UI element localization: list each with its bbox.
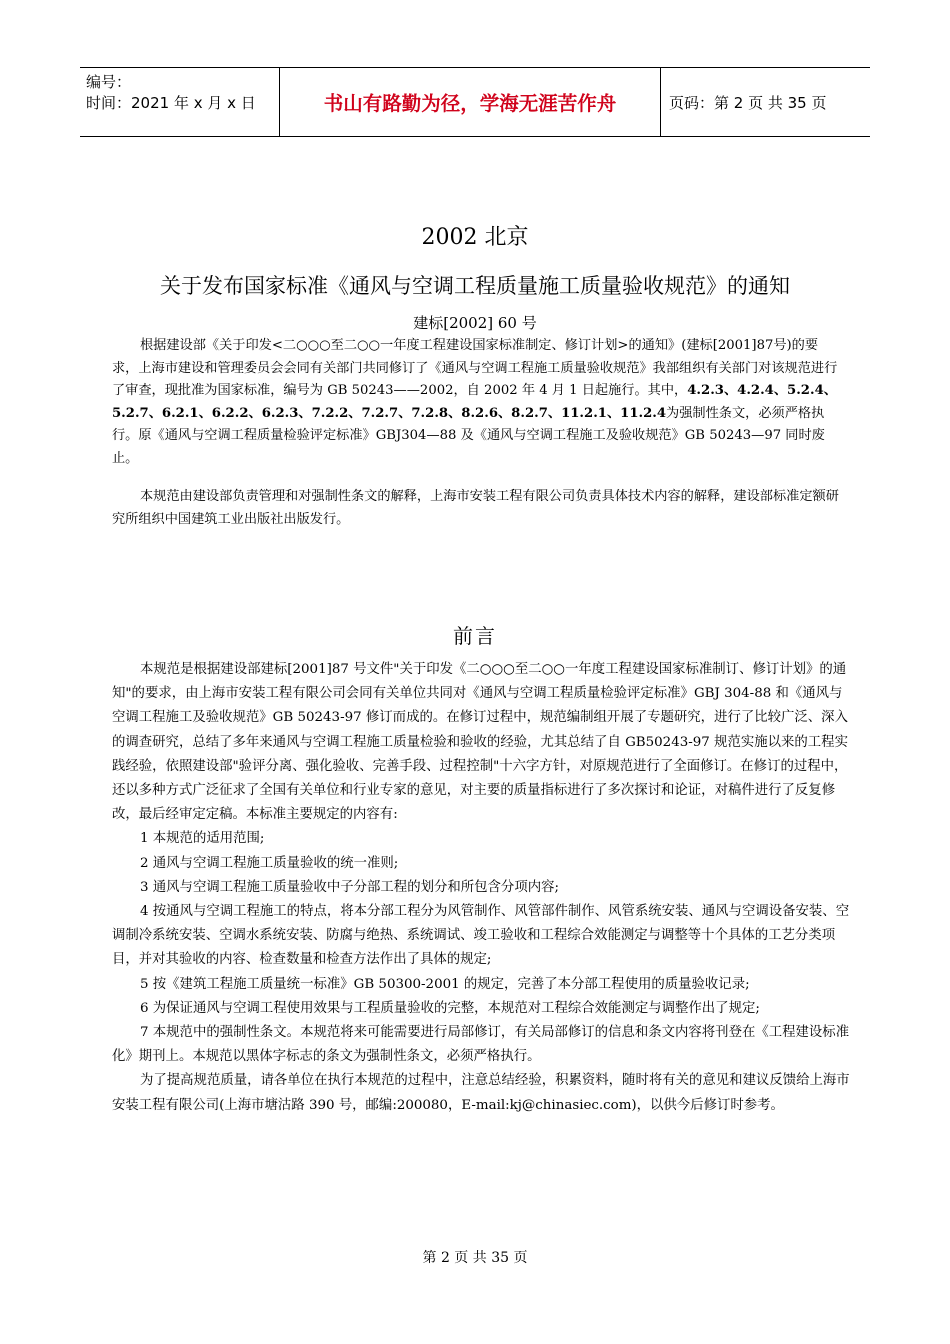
notice-p1-mandatory-clauses: 4.2.3、4.2.4、5.2.4、5.2.7、6.2.1、6.2.2、6.2.3、7.2.2、7.2.7、7.2.8、8.2.6、8.2.7、11.2.1、11.2.4: [112, 383, 837, 421]
header-motto: 书山有路勤为径，学海无涯苦作舟: [280, 68, 661, 136]
header-time-label: 时间：2021 年 x 月 x 日: [86, 94, 256, 112]
preface-body: [112, 658, 850, 1118]
preface-closing-paragraph: 为了提高规范质量，请各单位在执行本规范的过程中，注意总结经验，积累资料，随时将有关的意见和建议反馈给上海市安装工程有限公司(上海市塘沽路 390 号，邮编:200080，E-mail:kj@chinasiec.com)，以供今后修订时参考。: [112, 1073, 850, 1113]
preface-item-4: 4 按通风与空调工程施工的特点，将本分部工程分为风管制作、风管部件制作、风管系统安装、通风与空调设备安装、空调制冷系统安装、空调水系统安装、防腐与绝热、系统调试、竣工验收和工程综合效能测定与调整等十个具体的工艺分类项目，并对其验收的内容、检查数量和检查方法作出了具体的规定;: [112, 904, 850, 968]
notice-p1-text-a: 根据建设部《关于印发<二○○○至二○○一年度工程建设国家标准制定、修订计划>的通知》(建标[2001]87号)的要求，上海市建设和管理委员会会同有关部门共同修订了《通风与空调工程施工质量验收规范》我部组织有关部门对该规范进行了审查，现批准为国家标准，编号为 GB 50243——2002，自 2002 年 4 月 1 日起施行。其中，: [112, 338, 838, 398]
title-year-place: 2002 北京: [421, 225, 529, 250]
preface-item-7: 7 本规范中的强制性条文。本规范将来可能需要进行局部修订，有关局部修订的信息和条文内容将刊登在《工程建设标准化》期刊上。本规范以黑体字标志的条文为强制性条文，必须严格执行。: [112, 1025, 850, 1065]
preface-title: 前言: [453, 624, 497, 648]
notice-paragraph-1: [112, 335, 839, 470]
preface-item-5: 5 按《建筑工程施工质量统一标准》GB 50300-2001 的规定，完善了本分部工程使用的质量验收记录;: [140, 976, 750, 992]
preface-item-1: 1 本规范的适用范围;: [140, 831, 265, 847]
header-number-label: 编号：: [86, 73, 132, 91]
preface-item-3: 3 通风与空调工程施工质量验收中子分部工程的划分和所包含分项内容;: [140, 879, 560, 895]
page-footer: 第 2 页 共 35 页: [422, 1250, 528, 1266]
notice-p1-text-b: 为强制性条文，必须严格执行。原《通风与空调工程质量检验评定标准》GBJ304—88 及《通风与空调工程施工及验收规范》GB 50243—97 同时废止。: [112, 405, 825, 466]
header-meta: [80, 68, 280, 136]
document-number: 建标[2002] 60 号: [413, 314, 537, 332]
preface-paragraph: 本规范是根据建设部建标[2001]87 号文件"关于印发《二○○○至二○○一年度工程建设国家标准制订、修订计划》的通知"的要求，由上海市安装工程有限公司会同有关单位共同对《通风与空调工程质量检验评定标准》GBJ 304-88 和《通风与空调工程施工及验收规范》GB 50243-97 修订而成的。在修订过程中，规范编制组开展了专题研究，进行了比较广泛、深入的调查研究，总结了多年来通风与空调工程施工质量检验和验收的经验，尤其总结了自 GB50243-97 规范实施以来的工程实践经验，依照建设部"验评分离、强化验收、完善手段、过程控制"十六字方针，对原规范进行了全面修订。在修订的过程中，还以多种方式广泛征求了全国有关单位和行业专家的意见，对主要的质量指标进行了多次探讨和论证，对稿件进行了反复修改，最后经审定定稿。本标准主要规定的内容有:: [112, 662, 848, 823]
notice-title: 关于发布国家标准《通风与空调工程质量施工质量验收规范》的通知: [160, 274, 790, 298]
page-header: [80, 67, 870, 137]
preface-item-2: 2 通风与空调工程施工质量验收的统一准则;: [140, 855, 399, 871]
header-page-label: 页码：第 2 页 共 35 页: [669, 93, 827, 112]
notice-paragraph-2: 本规范由建设部负责管理和对强制性条文的解释，上海市安装工程有限公司负责具体技术内容的解释，建设部标准定额研究所组织中国建筑工业出版社出版发行。: [112, 489, 839, 527]
preface-item-6: 6 为保证通风与空调工程使用效果与工程质量验收的完整，本规范对工程综合效能测定与调整作出了规定;: [140, 1000, 760, 1016]
